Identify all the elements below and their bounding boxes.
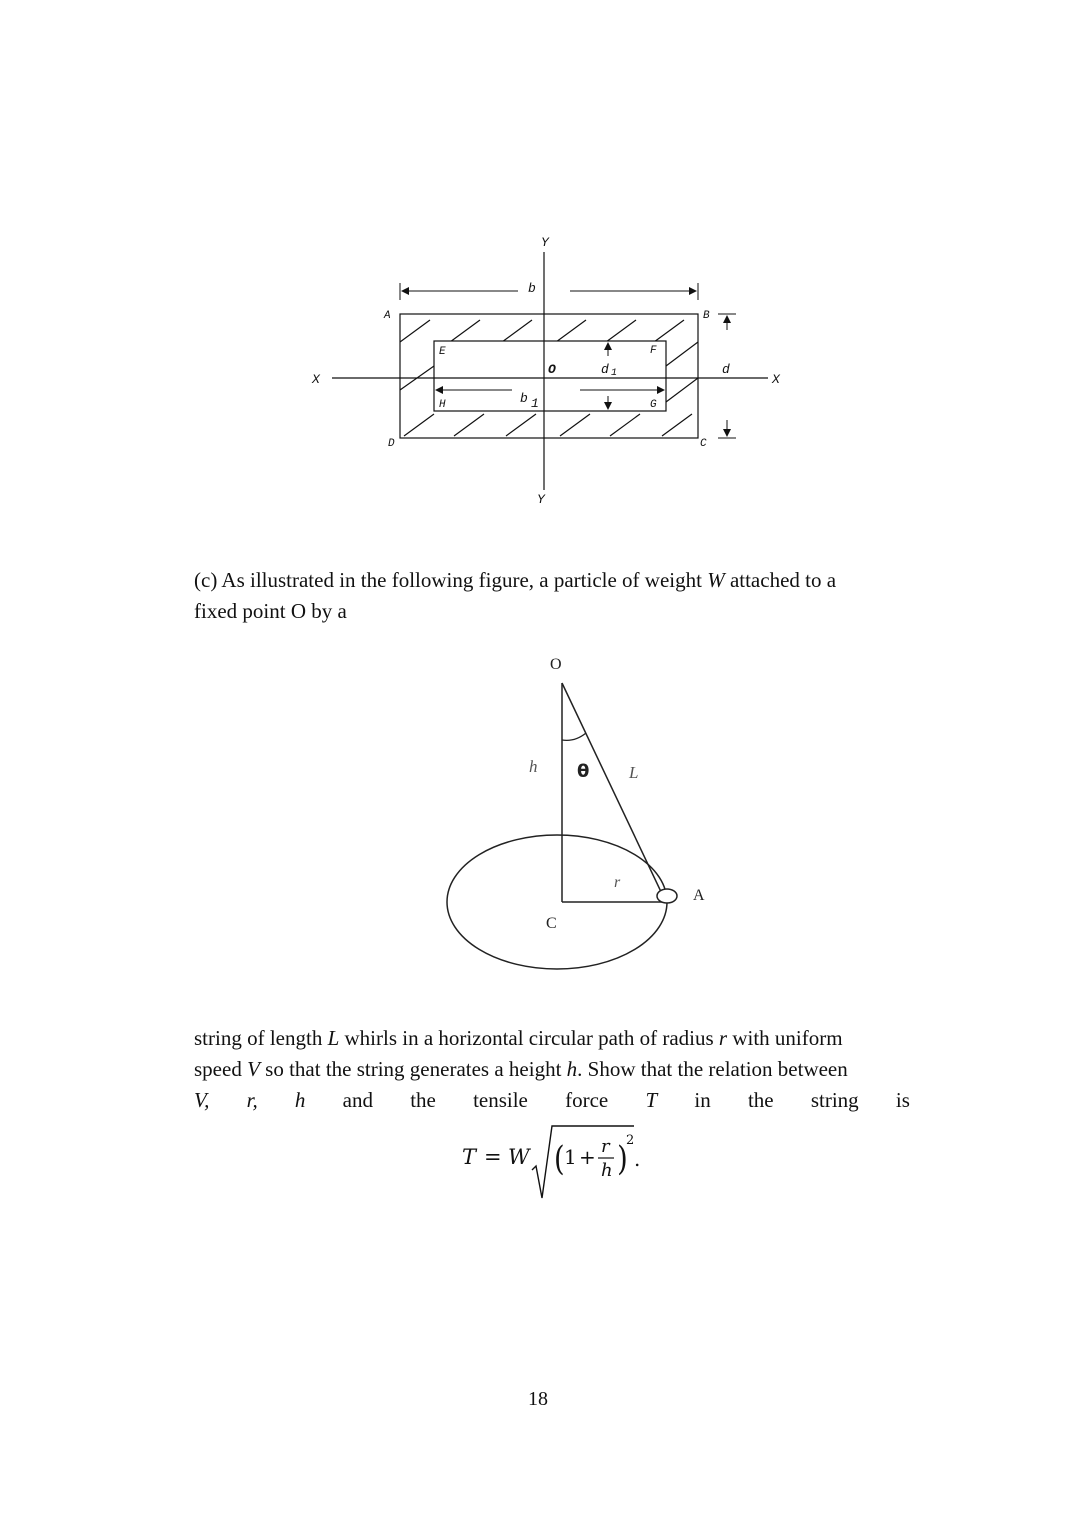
label-b1: b <box>520 391 528 406</box>
label-x-left: X <box>312 372 320 387</box>
label-F: F <box>650 345 657 357</box>
label-O-point: O <box>550 656 562 673</box>
label-L: L <box>629 763 639 782</box>
svg-text:r: r <box>601 1136 610 1157</box>
svg-text:+: + <box>579 1145 596 1169</box>
label-b1-subscript: 1 <box>531 396 539 411</box>
label-C-center: C <box>546 915 557 932</box>
right-paren: ) <box>617 1139 628 1179</box>
label-G: G <box>650 399 657 411</box>
label-b: b <box>528 281 536 296</box>
label-d1: d <box>601 362 609 377</box>
label-d: d <box>722 362 730 377</box>
label-O: O <box>548 362 556 377</box>
angle-arc <box>562 733 586 740</box>
svg-text:h: h <box>601 1160 613 1181</box>
label-x-right: X <box>772 372 780 387</box>
string-line <box>562 683 663 896</box>
label-h: h <box>529 757 538 776</box>
label-y-top: Y <box>541 235 549 250</box>
particle <box>657 889 677 903</box>
label-r: r <box>614 874 621 891</box>
label-A: A <box>384 310 391 322</box>
left-paren: ( <box>554 1139 565 1179</box>
label-D: D <box>388 438 395 450</box>
svg-text:.: . <box>634 1147 641 1171</box>
label-y-bottom: Y <box>537 492 545 507</box>
label-C: C <box>700 438 707 450</box>
paragraph-main: string of length L whirls in a horizontal circular path of radius r with uniform speed V so that the string generates a height h. Show that the relation between V, r, h and the tensile force T in the string is <box>194 1023 910 1116</box>
label-B: B <box>703 310 710 322</box>
label-d1-subscript: 1 <box>611 368 618 379</box>
svg-text:=: = <box>484 1145 502 1169</box>
justified-line: V, r, h and the tensile force T in the string is <box>194 1088 910 1112</box>
svg-text:T: T <box>462 1145 477 1169</box>
label-E: E <box>439 346 446 358</box>
svg-text:2: 2 <box>626 1133 635 1148</box>
svg-text:W: W <box>508 1145 530 1169</box>
paragraph-c: (c) As illustrated in the following figure, a particle of weight W attached to a fixed point O by a <box>194 568 837 623</box>
label-theta: θ <box>577 761 590 782</box>
label-H: H <box>439 399 446 411</box>
svg-text:1: 1 <box>564 1145 577 1169</box>
page-number: 18 <box>528 1388 548 1410</box>
label-A-particle: A <box>693 887 705 904</box>
tension-equation <box>462 1118 662 1208</box>
